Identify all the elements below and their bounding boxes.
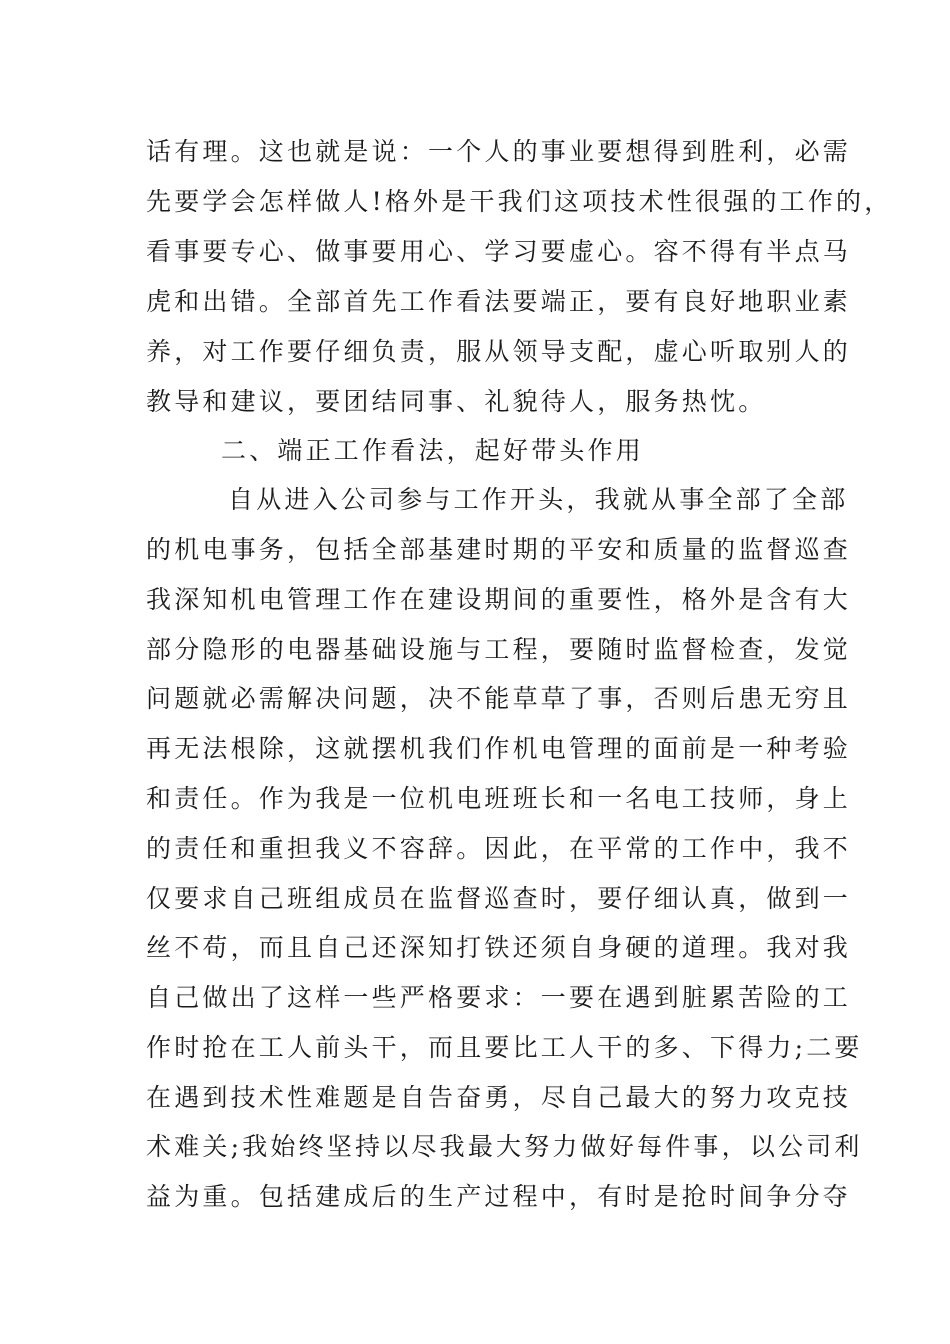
section-heading: 二、端正工作看法，起好带头作用 [221,436,645,465]
paragraph-line: 丝不苟，而且自己还深知打铁还须自身硬的道理。我对我 [146,933,852,962]
paragraph-line: 再无法根除，这就摆机我们作机电管理的面前是一种考验 [146,734,852,763]
paragraph-line: 和责任。作为我是一位机电班班长和一名电工技师，身上 [146,784,852,813]
paragraph-line: 部分隐形的电器基础设施与工程，要随时监督检查，发觉 [146,635,852,664]
paragraph-line: 自己做出了这样一些严格要求：一要在遇到脏累苦险的工 [146,983,852,1012]
paragraph-line: 先要学会怎样做人!格外是干我们这项技术性很强的工作的， [146,187,893,216]
paragraph-line: 在遇到技术性难题是自告奋勇，尽自己最大的努力攻克技 [146,1083,852,1112]
paragraph-line: 教导和建议，要团结同事、礼貌待人，服务热忱。 [146,387,767,416]
paragraph-line: 仅要求自己班组成员在监督巡查时，要仔细认真，做到一 [146,884,852,913]
paragraph-line: 虎和出错。全部首先工作看法要端正，要有良好地职业素 [146,287,852,316]
paragraph-line: 益为重。包括建成后的生产过程中，有时是抢时间争分夺 [146,1182,852,1211]
paragraph-line: 问题就必需解决问题，决不能草草了事，否则后患无穷且 [146,684,852,713]
paragraph-line: 作时抢在工人前头干，而且要比工人干的多、下得力;二要 [146,1033,863,1062]
paragraph-line: 的机电事务，包括全部基建时期的平安和质量的监督巡查 [146,535,852,564]
paragraph-line: 的责任和重担我义不容辞。因此，在平常的工作中，我不 [146,834,852,863]
paragraph-line: 自从进入公司参与工作开头，我就从事全部了全部 [228,485,849,514]
paragraph-line: 养，对工作要仔细负责，服从领导支配，虚心听取别人的 [146,337,852,366]
paragraph-line: 我深知机电管理工作在建设期间的重要性，格外是含有大 [146,585,852,614]
paragraph-line: 术难关;我始终坚持以尽我最大努力做好每件事，以公司利 [146,1132,863,1161]
paragraph-line: 看事要专心、做事要用心、学习要虚心。容不得有半点马 [146,237,852,266]
paragraph-line: 话有理。这也就是说：一个人的事业要想得到胜利，必需 [146,137,852,166]
